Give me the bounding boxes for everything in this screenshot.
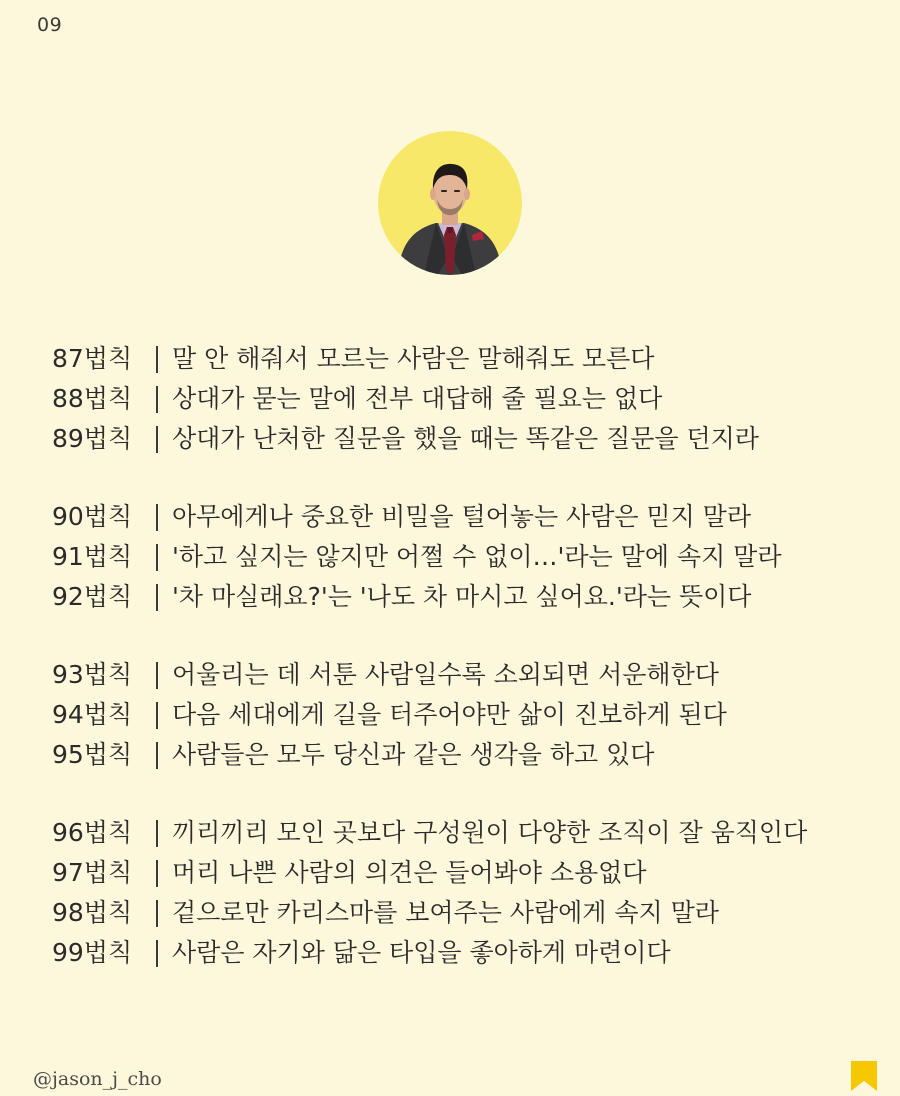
rule-98 (52, 893, 892, 933)
rule-text: 상대가 묻는 말에 전부 대답해 줄 필요는 없다 (172, 384, 663, 413)
rule-96 (52, 813, 892, 853)
rule-94 (52, 695, 892, 735)
rule-text: '차 마실래요?'는 '나도 차 마시고 싶어요.'라는 뜻이다 (172, 582, 752, 611)
rule-text: 말 안 해줘서 모르는 사람은 말해줘도 모른다 (172, 344, 655, 373)
rule-group-1 (52, 339, 892, 459)
rule-87 (52, 339, 892, 379)
rule-separator (156, 584, 158, 611)
rule-separator (156, 504, 158, 531)
rule-92 (52, 577, 892, 617)
rule-group-2 (52, 497, 892, 617)
author-handle: @jason_j_cho (33, 1068, 162, 1090)
rule-text: 상대가 난처한 질문을 했을 때는 똑같은 질문을 던지라 (172, 424, 759, 453)
rule-text: '하고 싶지는 않지만 어쩔 수 없이…'라는 말에 속지 말라 (172, 542, 782, 571)
rule-95 (52, 735, 892, 775)
rule-text: 다음 세대에게 길을 터주어야만 삶이 진보하게 된다 (172, 700, 727, 729)
rule-91 (52, 537, 892, 577)
rule-number: 92법칙 (52, 582, 133, 611)
rule-90 (52, 497, 892, 537)
avatar (378, 131, 522, 275)
rule-text: 어울리는 데 서툰 사람일수록 소외되면 서운해한다 (172, 660, 719, 689)
rule-separator (156, 544, 158, 571)
rule-number: 89법칙 (52, 424, 133, 453)
rule-separator (156, 742, 158, 769)
rule-separator (156, 426, 158, 453)
rule-separator (156, 346, 158, 373)
rule-group-3 (52, 655, 892, 775)
rule-99 (52, 933, 892, 973)
rule-number: 87법칙 (52, 344, 133, 373)
rule-text: 겉으로만 카리스마를 보여주는 사람에게 속지 말라 (172, 898, 719, 927)
rule-text: 머리 나쁜 사람의 의견은 들어봐야 소용없다 (172, 858, 647, 887)
rule-group-4 (52, 813, 892, 973)
rule-number: 96법칙 (52, 818, 133, 847)
page-number: 09 (37, 14, 63, 36)
rule-number: 98법칙 (52, 898, 133, 927)
bookmark-icon[interactable] (851, 1061, 877, 1095)
rule-88 (52, 379, 892, 419)
rule-text: 끼리끼리 모인 곳보다 구성원이 다양한 조직이 잘 움직인다 (172, 818, 808, 847)
rule-separator (156, 860, 158, 887)
rule-number: 99법칙 (52, 938, 133, 967)
rule-separator (156, 386, 158, 413)
rule-text: 아무에게나 중요한 비밀을 털어놓는 사람은 믿지 말라 (172, 502, 751, 531)
rule-89 (52, 419, 892, 459)
rule-number: 97법칙 (52, 858, 133, 887)
rule-number: 95법칙 (52, 740, 133, 769)
rule-text: 사람은 자기와 닮은 타입을 좋아하게 마련이다 (172, 938, 671, 967)
rule-number: 88법칙 (52, 384, 133, 413)
rule-97 (52, 853, 892, 893)
rule-separator (156, 820, 158, 847)
rule-separator (156, 900, 158, 927)
rule-93 (52, 655, 892, 695)
profile-photo (378, 131, 522, 275)
rule-separator (156, 940, 158, 967)
rule-separator (156, 662, 158, 689)
rule-number: 94법칙 (52, 700, 133, 729)
rule-text: 사람들은 모두 당신과 같은 생각을 하고 있다 (172, 740, 655, 769)
rule-number: 93법칙 (52, 660, 133, 689)
rules-list (52, 339, 892, 1011)
rule-number: 90법칙 (52, 502, 133, 531)
rule-number: 91법칙 (52, 542, 133, 571)
rule-separator (156, 702, 158, 729)
